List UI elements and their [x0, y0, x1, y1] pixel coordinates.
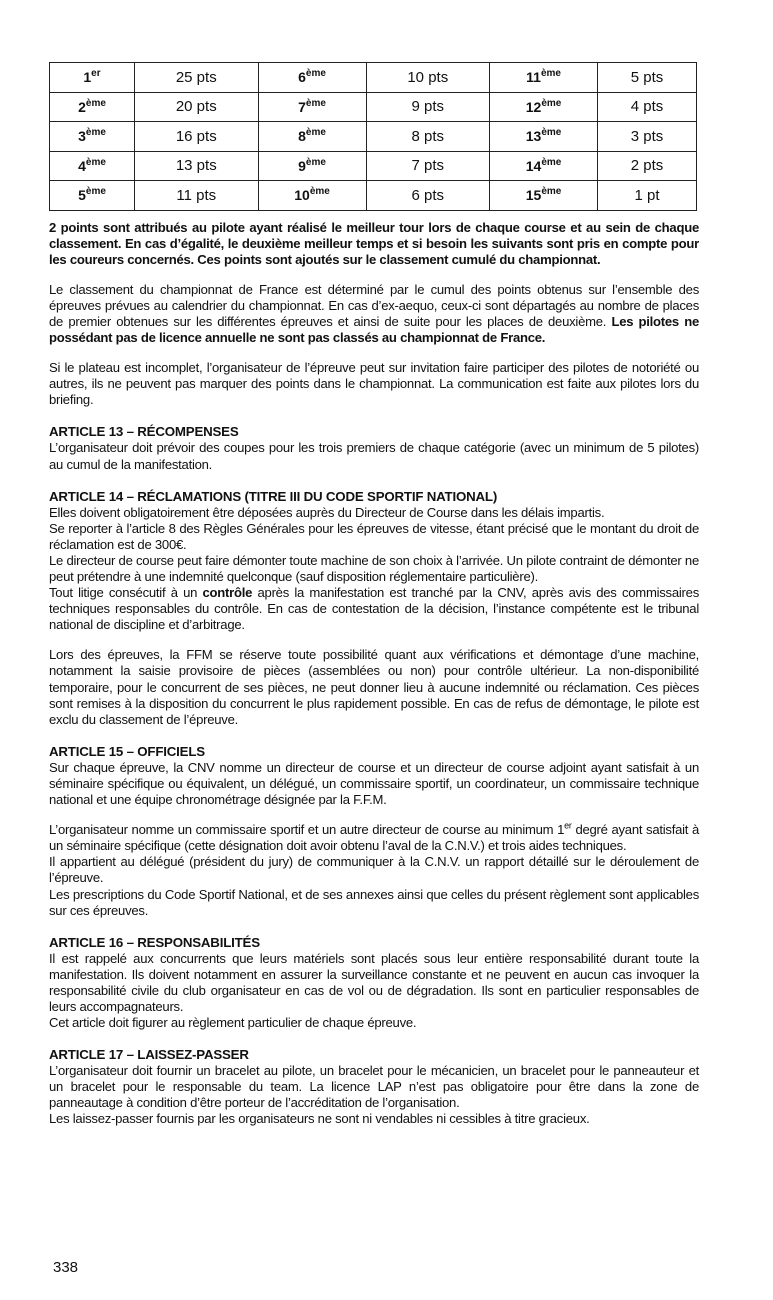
points-cell: 16 pts	[135, 122, 259, 152]
page-content	[49, 62, 699, 1128]
article-16-p2: Cet article doit figurer au règlement particulier de chaque épreuve.	[49, 1015, 417, 1031]
rank-cell: 7ème	[258, 92, 366, 122]
rank-cell: 1er	[50, 63, 135, 93]
page-number: 338	[53, 1259, 79, 1276]
regulation-text	[49, 220, 699, 1128]
points-cell: 11 pts	[135, 181, 259, 211]
article-15-title: ARTICLE 15 – OFFICIELS	[49, 743, 205, 759]
points-cell: 20 pts	[135, 92, 259, 122]
article-14-p3: Le directeur de course peut faire démonter toute machine de son choix à l’arrivée. Un pilote contraint de démonter ne peut prétendre à une indemnité quelconque (sauf disposition réglementaire particulière).	[49, 552, 699, 584]
article-14-p5: Lors des épreuves, la FFM se réserve toute possibilité quant aux vérifications et démontage d’une machine, notamment la saisie provisoire de pièces (assemblées ou non) pour contrôle ultérieur. La non-disponibilité temporaire, pour le concurrent de ses pièces, ne peut donner lieu à aucune indemnité ou réclamation. Ces pièces sont remises à la disposition du concurrent le plus rapidement possible. En cas de refus de démontage, le pilote est exclu du classement de l’épreuve.	[49, 647, 699, 727]
rank-cell: 4ème	[50, 151, 135, 181]
article-14-p2: Se reporter à l’article 8 des Règles Générales pour les épreuves de vitesse, étant précisé que le montant du droit de réclamation est de 300€.	[49, 520, 699, 552]
article-16-title: ARTICLE 16 – RESPONSABILITÉS	[49, 934, 260, 950]
article-17-title: ARTICLE 17 – LAISSEZ-PASSER	[49, 1047, 249, 1063]
points-cell: 5 pts	[598, 63, 697, 93]
points-cell: 25 pts	[135, 63, 259, 93]
table-row	[50, 181, 697, 211]
rank-cell: 5ème	[50, 181, 135, 211]
article-14-title: ARTICLE 14 – RÉCLAMATIONS (TITRE III DU CODE SPORTIF NATIONAL)	[49, 488, 498, 504]
rank-cell: 10ème	[258, 181, 366, 211]
rank-cell: 14ème	[490, 151, 598, 181]
points-cell: 8 pts	[366, 122, 490, 152]
table-row	[50, 92, 697, 122]
rank-cell: 3ème	[50, 122, 135, 152]
points-cell: 9 pts	[366, 92, 490, 122]
rank-cell: 12ème	[490, 92, 598, 122]
article-16-p1: Il est rappelé aux concurrents que leurs matériels sont placés sous leur entière responsabilité durant toute la manifestation. Ils doivent notamment en assurer la surveillance constante et ne peuvent en aucun cas invoquer la responsabilité civile du club organisateur en cas de vol ou de dégradation. Ils sont en particulier responsables de leurs accompagnateurs.	[49, 950, 699, 1014]
points-cell: 13 pts	[135, 151, 259, 181]
rank-cell: 6ème	[258, 63, 366, 93]
rank-cell: 15ème	[490, 181, 598, 211]
points-cell: 10 pts	[366, 63, 490, 93]
points-cell: 6 pts	[366, 181, 490, 211]
article-13-title: ARTICLE 13 – RÉCOMPENSES	[49, 424, 239, 440]
table-row	[50, 122, 697, 152]
article-15-p1: Sur chaque épreuve, la CNV nomme un directeur de course et un directeur de course adjoint ayant satisfait à un séminaire spécifique ou équivalent, un délégué, un commissaire sportif, un coordinateur, un commissaire technique national et une équipe chronométrage désignée par la F.F.M.	[49, 759, 699, 808]
rank-cell: 11ème	[490, 63, 598, 93]
article-14-p4: Tout litige consécutif à un contrôle après la manifestation est tranché par la CNV, après avis des commissaires techniques responsables du contrôle. En cas de contestation de la décision, l’instance compétente est le tribunal national de discipline et d’arbitrage.	[49, 585, 699, 633]
points-cell: 3 pts	[598, 122, 697, 152]
article-15-p2: L’organisateur nomme un commissaire sportif et un autre directeur de course au minimum 1er degré ayant satisfait à un séminaire spécifique (cette désignation doit avoir obtenu l’aval de la C.N.V.) et trois aides techniques.	[49, 820, 699, 854]
bonus-paragraph: 2 points sont attribués au pilote ayant réalisé le meilleur tour lors de chaque course et au sein de chaque classement. En cas d’égalité, le deuxième meilleur temps et si besoin les suivants sont pris en compte pour les coureurs concernés. Ces points sont ajoutés sur le classement cumulé du championnat.	[49, 219, 699, 267]
plateau-paragraph: Si le plateau est incomplet, l’organisateur de l’épreuve peut sur invitation faire participer des pilotes de notoriété ou autres, ils ne peuvent pas marquer des points dans le championnat. La communication est faite aux pilotes lors du briefing.	[49, 360, 699, 408]
classement-paragraph: Le classement du championnat de France est déterminé par le cumul des points obtenus sur l’ensemble des épreuves prévues au calendrier du championnat. En cas d’ex-aequo, ceux-ci sont départagés au nombre de places de premier obtenues sur les différentes épreuves et ainsi de suite pour les places de deuxième. Les pilotes ne possédant pas de licence annuelle ne sont pas classés au championnat de France.	[49, 281, 700, 346]
table-row	[50, 63, 697, 93]
points-table	[49, 62, 697, 211]
rank-cell: 2ème	[50, 92, 135, 122]
rank-cell: 9ème	[258, 151, 366, 181]
rank-cell: 8ème	[258, 122, 366, 152]
points-cell: 1 pt	[598, 181, 697, 211]
article-13-p1: L’organisateur doit prévoir des coupes pour les trois premiers de chaque catégorie (avec un minimum de 5 pilotes) au cumul de la manifestation.	[49, 440, 699, 472]
article-15-p3: Il appartient au délégué (président du jury) de communiquer à la C.N.V. un rapport détaillé sur le déroulement de l’épreuve.	[49, 854, 699, 886]
article-14-p1: Elles doivent obligatoirement être déposées auprès du Directeur de Course dans les délais impartis.	[49, 504, 605, 520]
rank-cell: 13ème	[490, 122, 598, 152]
points-cell: 4 pts	[598, 92, 697, 122]
article-15-p4: Les prescriptions du Code Sportif National, et de ses annexes ainsi que celles du présent règlement sont applicables sur ces épreuves.	[49, 886, 699, 918]
article-17-p2: Les laissez-passer fournis par les organisateurs ne sont ni vendables ni cessibles à titre gracieux.	[49, 1111, 590, 1127]
points-cell: 2 pts	[598, 151, 697, 181]
points-cell: 7 pts	[366, 151, 490, 181]
article-17-p1: L’organisateur doit fournir un bracelet au pilote, un bracelet pour le mécanicien, un bracelet pour le panneauteur et un bracelet pour le responsable du team. La licence LAP n’est pas obligatoire pour être dans la zone de panneautage à condition d’être porteur de l’accréditation de l’organisation.	[49, 1063, 699, 1111]
table-row	[50, 151, 697, 181]
